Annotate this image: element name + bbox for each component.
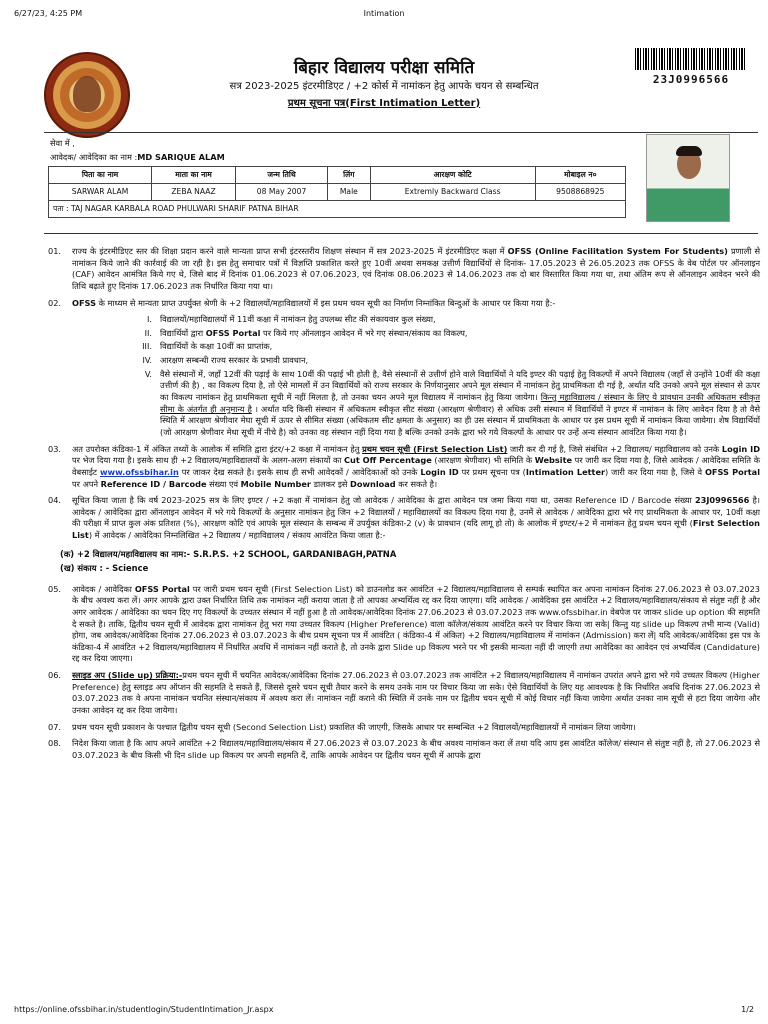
text: Reference ID / Barcode (100, 478, 207, 489)
title-block (130, 58, 638, 111)
paragraph-03 (48, 444, 760, 491)
barcode-image (635, 48, 747, 70)
column-header: मोबाइल न० (535, 167, 625, 184)
father-name: SARWAR ALAM (49, 184, 152, 201)
item-number: I. (146, 314, 152, 325)
allotted-college-line (60, 549, 760, 561)
letter-body (48, 246, 760, 767)
text: Cut Off Percentage (344, 455, 432, 466)
table-row (49, 201, 626, 218)
paragraph-number: 02. (48, 297, 62, 308)
text: है। आवेदक / आवेदिका द्वारा ऑनलाइन आवेदन में भरे गये विकल्पों के अनुसार नामांकन हेतु जिन +2 विद्यालयों / महाविद्यालयों का विकल्प दिया गया है, उनमें से आवेदक / आवेदिका द्वारा भरे गए प्राथमिकता के आधार पर, 10वीं कक्षा की परीक्षा में प्राप्त कुल अंक प्रतिशत (%), आरक्षण कोटि एवं आपके मूल संस्थान के सम्बन्ध में उपर्युक्त कंडिका-2 (v) के प्रावधान (यदि लागू हो तो) के आलोक में इण्टर/+2 में नामांकन हेतु प्रथम चयन सूची ( (72, 495, 760, 529)
text: डालकर इसे (310, 478, 351, 489)
date-of-birth: 08 May 2007 (235, 184, 327, 201)
paragraph-08 (48, 738, 760, 761)
text: वैसे संस्थानों में, जहाँ 12वीं की पढ़ाई के साथ 10वीं की पढ़ाई भी होती है, वैसे संस्थानों से उत्तीर्ण होने वाले विद्यार्थियों ने यदि इण्टर की पढ़ाई हेतु विकल्पों में अपने विद्यालय (जहाँ से उन्होंने 10वीं की कक्षा उत्तीर्ण की है) , का विकल्प दिया है, तो ऐसे मामलों में उन विद्यार्थियों को राज्य सरकार के निर्णयानुसार अपने मूल संस्थान में नामांकन हेतु प्राथमिकता दी गई है, अर्थात यदि उनको अपने मूल संस्थान से ऊपर का विकल्प नामांकन हेतु प्राथमिकता सूची में नहीं मिलता है, तो उनका चयन अपने मूल विद्यालय में नामांकन हेतु किया जायेगा। (160, 368, 760, 403)
text: पर भेज दिया गया है। इसके साथ ही +2 विद्यालय/महाविद्यालयों के अलग-अलग संकायों का (72, 455, 345, 466)
text: निदेश किया जाता है कि आप अपने आवंटित +2 विद्यालय/महाविद्यालय/संकाय में 27.06.2023 से 03.07.2023 के बीच अवश्य नामांकन करा लें तथा यदि आप इस आवंटित कॉलेज/ संस्थान से संतुष्ट नहीं है, तो 27.06.2023 से 03.07.2023 के बीच किसी भी दिन slide up विकल्प पर अपनी सहमति दें, ताकि आपके आवेदन पर द्वितीय चयन सूची में आपके द्वारा (72, 738, 760, 760)
paragraph-number: 07. (48, 721, 62, 732)
text: (आरक्षण श्रेणीवार) भी समिति के (431, 455, 535, 466)
page-url: https://online.ofssbihar.in/studentlogin/StudentIntimation_Jr.aspx (14, 1005, 274, 1014)
applicant-name-line (50, 152, 225, 164)
column-header: पिता का नाम (49, 167, 152, 184)
text: ) में आवेदक / आवेदिका निम्नलिखित +2 विद्यालय / महाविद्यालय / संकाय आवंटित किया जाता है:- (88, 530, 386, 541)
table-header-row (49, 167, 626, 184)
criteria-item (48, 369, 760, 439)
applicant-photo (646, 134, 730, 222)
text: पर जारी कर दिया गया है, जिसे आवेदक / आवेदिका समिति के वेबसाईट (72, 455, 760, 477)
text: OFSS (72, 297, 96, 308)
column-header: लिंग (328, 167, 371, 184)
print-date-time: 6/27/23, 4:25 PM (14, 9, 83, 18)
reservation-category: Extremly Backward Class (370, 184, 535, 201)
text: ) जारी कर दिया गया है, जिसे वे (605, 466, 705, 477)
criteria-item (48, 341, 760, 353)
text: जारी कर दी गई है, जिसे संबंधित +2 विद्यालय/ महाविद्यालय को उनके (507, 443, 722, 454)
text: Intimation Letter (525, 466, 606, 477)
text: Mobile Number (240, 478, 311, 489)
text: Download (350, 478, 396, 489)
text: अत उपरोक्त कंडिका-1 में अंकित तथ्यों के आलोक में समिति द्वारा इंटर/+2 कक्षा में नामांकन हेतु (72, 443, 363, 454)
paragraph-05 (48, 584, 760, 665)
page-number: 1/2 (741, 1005, 754, 1014)
paragraph-02 (48, 298, 760, 310)
allotted-college: S.R.P.S. +2 SCHOOL, GARDANIBAGH,PATNA (193, 548, 397, 559)
salutation: सेवा में , (50, 138, 75, 148)
text: प्रथम चयन सूची में चयनित आवेदक/आवेदिका दिनांक 27.06.2023 से 03.07.2023 तक आवंटित +2 विद्यालय/महाविद्यालय में नामांकन उपरांत अपने द्वारा भरे गये उच्चतर विकल्प (Higher Preference) हेतु स्लाइड अप ऑप्शन की सहमति दे सकते हैं, जिससे दूसरे चयन सूची तैयार करने के समय उनके नाम पर विचार किया जा सके। ऐसे विद्यार्थियों के लिए यह आवश्यक है कि निर्धारित अवधि दिनांक 27.06.2023 से 03.07.2023 तक वे अपना नामांकन चयनित संस्थान/संकाय में अवश्य करा लें। नामांकन नहीं कराने की स्थिति में उनके नाम पर द्वितीय चयन सूची में कोई विचार नहीं किया जायेगा अर्थात उनका नाम सूची से हटा दिया जायेगा और उनका आवेदन रद्द कर दिया जायेगा। (72, 670, 760, 715)
applicant-name: MD SARIQUE ALAM (137, 152, 225, 162)
paragraph-number: 06. (48, 670, 62, 681)
print-header (0, 8, 768, 22)
text: पर किये गए ऑनलाइन आवेदन में भरे गए संस्थान/संकाय का विकल्प, (260, 327, 468, 338)
text: प्रणाली से नामांकन किये जाने की कार्रवाई की जा रही है। इस हेतु समाचार पत्रों में विज्ञप्ति प्रकाशित करते हुए 10वीं अथवा समकक्ष उत्तीर्ण विद्यार्थियों से दिनांक- 17.05.2023 से 26.05.2023 तक OFSS के वेब पोर्टल पर ऑनलाइन (CAF) आवेदन आमंत्रित किये गए थे, जिसे बाद में दिनांक 01.06.2023 से 07.06.2023, एवं दिनांक 08.06.2023 से 14.06.2023 तक दो बार विस्तारित किया गया था, तथा अंतिम रूप से ऑनलाइन आवेदन भरने की तिथि बढ़ाते हुए दिनांक 17.06.2023 तक निर्धारित किया गया था। (72, 246, 761, 291)
ofss-full-name: OFSS (Online Facilitation System For Students) (507, 246, 728, 256)
text: Website (534, 455, 573, 466)
text: विद्यालयों/महाविद्यालयों में 11वीं कक्षा में नामांकन हेतु उपलब्ध सीट की संकायवार कुल संख्या, (160, 314, 436, 325)
allotment-block (60, 549, 760, 575)
text: विद्यार्थियों के कक्षा 10वीं का प्राप्तांक, (160, 341, 273, 352)
paragraph-number: 01. (48, 246, 62, 256)
reference-id: 23J0996566 (694, 495, 750, 506)
text: सूचित किया जाता है कि वर्ष 2023-2025 सत्र के लिए इण्टर / +2 कक्षा में नामांकन हेतु जो आवेदक / आवेदिका के द्वारा आवेदन पत्र जमा किया गया था, उसका Reference ID / Barcode संख्या (72, 495, 695, 506)
address: पता : TAJ NAGAR KARBALA ROAD PHULWARI SHARIF PATNA BIHAR (49, 201, 626, 218)
text: Login ID (721, 443, 761, 454)
text: आवेदक / आवेदिका (72, 583, 135, 594)
paragraph-number: 03. (48, 443, 62, 454)
text: पर प्रथम सूचना पत्र ( (458, 466, 526, 477)
text: प्रथम चयन सूची प्रकाशन के पश्चात द्वितीय चयन सूची (Second Selection List) प्रकाशित की जाएगी, जिसके आधार पर सम्बन्धित +2 विद्यालयों/महाविद्यालयों में नामांकन लिया जायेगा। (72, 721, 636, 732)
text: किन्तु महाविद्यालय / संस्थान के लिए ये प्रावधान उनकी अधिकतम स्वीकृत सीमा के अंतर्गत ही अनुमान्य है (160, 392, 761, 414)
barcode-number: 23J0996566 (652, 73, 730, 86)
applicant-info-table (48, 166, 626, 218)
column-header: जन्म तिथि (235, 167, 327, 184)
criteria-item (48, 328, 760, 340)
text: OFSS Portal (134, 583, 190, 594)
paragraph-06 (48, 670, 760, 717)
text: प्रथम चयन सूची (First Selection List) (362, 443, 508, 454)
item-number: V. (144, 368, 152, 379)
criteria-item (48, 355, 760, 367)
text: कर सकते है। (395, 478, 438, 489)
mobile-number: 9508868925 (535, 184, 625, 201)
column-header: माता का नाम (152, 167, 236, 184)
slide-up-heading: स्लाइड अप (Slide up) प्रक्रिया:- (72, 670, 183, 681)
college-label: (क) +2 विद्यालय/महाविद्यालय का नाम:- (60, 548, 191, 559)
text: संख्या एवं (206, 478, 241, 489)
subtitle: सत्र 2023-2025 इंटरमीडिएट / +2 कोर्स में नामांकन हेतु आपके चयन से सम्बन्धित (229, 81, 539, 93)
text: आरक्षण सम्बन्धी राज्य सरकार के प्रभावी प्रावधान, (160, 355, 309, 366)
paragraph-number: 08. (48, 738, 62, 749)
divider (44, 233, 758, 234)
text: OFSS Portal (704, 466, 761, 477)
bseb-logo (44, 52, 130, 138)
paragraph-04 (48, 495, 760, 542)
org-title: बिहार विद्यालय परीक्षा समिति (293, 58, 475, 78)
allotted-faculty: Science (112, 562, 149, 573)
item-number: III. (142, 341, 152, 352)
mother-name: ZEBA NAAZ (152, 184, 236, 201)
paragraph-07 (48, 722, 760, 734)
item-number: II. (144, 327, 152, 338)
letter-title: प्रथम सूचना पत्र(First Intimation Letter) (287, 97, 481, 109)
applicant-name-label: आवेदक/ आवेदिका का नाम : (50, 152, 138, 162)
faculty-label: (ख) संकाय : - (60, 562, 110, 573)
text: पर जारी प्रथम चयन सूची (First Selection List) को डाउनलोड कर आवंटित +2 विद्यालय/महाविद्यालय से सम्पर्क स्थापित कर अपना नामांकन दिनांक 27.06.2023 से 03.07.2023 के बीच अवश्य करा लें। अगर आपके द्वारा उक्त निर्धारित तिथि तक नामांकन नहीं कराया जाता है तो आपका अभ्यर्थित्व रद्द कर दिया जाएगा। यदि आवेदक / आवेदिका इस आवंटित +2 विद्यालय/महाविद्यालय/संकाय से संतुष्ट नहीं है और अगर आवेदक / आवेदिका का चयन दिए गए विकल्पों के उच्चतर संस्थान में नहीं हुआ है तो आवेदक/आवेदिका दिनांक 27.06.2023 से 03.07.2023 तक www.ofssbihar.in वेबपेज पर जाकर slide up option की सहमति दे सकते है। ताकि, द्वितीय चयन सूची में आवेदक द्वारा नामांकन हेतु भरा गया उच्चतर विकल्प (Higher Preference) वाला कॉलेज/संकाय आवंटित करने पर विचार किया जा सके| किन्तु यह slide up विकल्प तभी मान्य (Valid) होगा, जब आवेदक/आवेदिका दिनांक 27.06.2023 से 03.07.2023 के बीच प्रथम सूचना पत्र में आवंटित ( कंडिका-4 में अंकित) +2 विद्यालय/महाविद्यालय में नामांकन (Admission) करा लें| यदि आवेदक/आवेदिका इस पत्र के कंडिका-4 में आवंटित +2 विद्यालय/महाविद्यालय में निर्धारित अवधि में नामांकन नहीं कराते है, तो उनके द्वारा Slide up विकल्प भरने पर भी इसकी मान्यता नहीं दी जाएगी तथा आवेदिका का आवेदन एवं अभ्यर्थित्व (Candidature) रद्द कर दिया जाएगा। (72, 583, 760, 664)
paragraph-01 (48, 246, 760, 293)
text: पर अपने (72, 478, 101, 489)
text: Login ID (420, 466, 459, 477)
divider (44, 132, 758, 133)
paragraph-number: 05. (48, 583, 62, 594)
item-number: IV. (142, 355, 152, 366)
gender: Male (328, 184, 371, 201)
table-row (49, 184, 626, 201)
text: के माध्यम से मान्यता प्राप्त उपर्युक्त श्रेणी के +2 विद्यालयों/महाविद्यालयों में इस प्रथम चयन सूची का निर्माण निम्नांकित बिन्दुओं के आधार पर किया गया है:- (95, 297, 556, 308)
print-page-title: Intimation (363, 9, 405, 18)
allotted-faculty-line (60, 563, 760, 575)
website-link[interactable]: www.ofssbihar.in (99, 466, 179, 477)
text: विद्यार्थियों द्वारा (160, 327, 206, 338)
text: पर जाकर देख सकते है। इसके साथ ही सभी आवेदकों / आवेदिकाओं को उनके (178, 466, 421, 477)
text: First Selection List (72, 518, 760, 541)
column-header: आरक्षण कोटि (370, 167, 535, 184)
text: राज्य के इंटरमीडिएट स्तर की शिक्षा प्रदान करने वाले मान्यता प्राप्त सभी इंटरस्तरीय शिक्षण संस्थान में सत्र 2023-2025 में इंटरमीडिएट कक्षा में (72, 246, 508, 256)
paragraph-number: 04. (48, 495, 62, 506)
text: OFSS Portal (205, 327, 261, 338)
text: । अर्थात यदि किसी संस्थान में अधिकतम स्वीकृत सीट संख्या (आरक्षण श्रेणीवार) से अधिक उसी संस्थान में विद्यार्थियों ने इण्टर में नामांकन के लिए आवेदन दिया है तो वैसे स्थिति में आरक्षण श्रेणीवार मेघा सूची में ऊपर से सीमित संख्या (अधिकतम सीट क्षमता के अनुसार) का ही उस संस्थान में प्राथमिकता के आधार पर इस प्रथम सूची में नामांकन किया जायेगा। शेष विद्यार्थियों (जो आरक्षण श्रेणीवार मेधा सूची में नीचे है) को उनका वह संस्थान नहीं दिया गया है बल्कि उनको उनके द्वारा भरे गये विकल्पों के आधार पर उन्हें अन्य संस्थान आवंटित किया गया है। (160, 403, 760, 437)
print-footer (0, 1004, 768, 1018)
criteria-item (48, 314, 760, 326)
